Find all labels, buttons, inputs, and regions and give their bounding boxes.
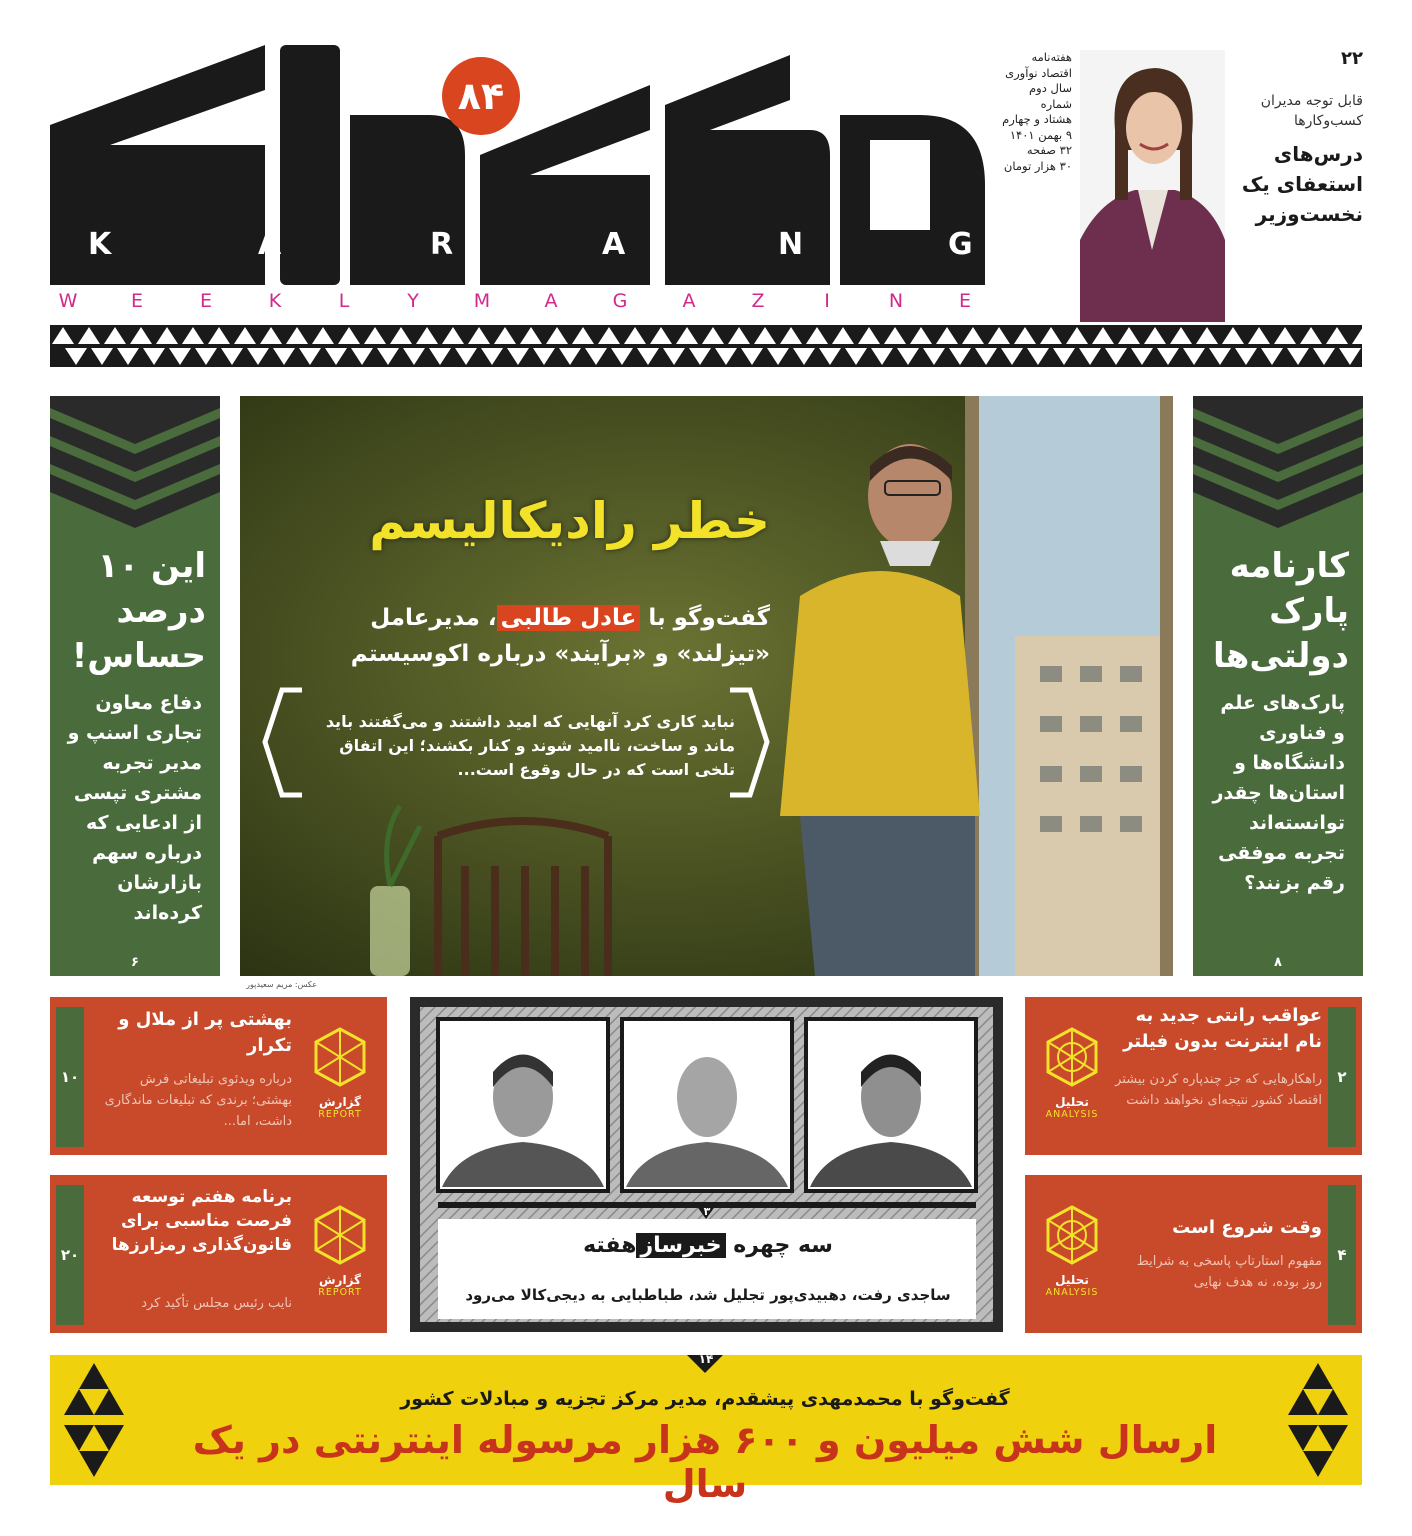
- page-number: ۲: [1328, 1007, 1356, 1147]
- issue-info-line: ۳۲ صفحه: [1026, 143, 1072, 157]
- badge-label-en: ANALYSIS: [1045, 1287, 1099, 1298]
- magazine-logo: [50, 45, 985, 285]
- issue-info-line: اقتصاد نوآوری: [1005, 65, 1072, 80]
- page-number: ۲۲: [1341, 48, 1363, 69]
- main-story-quote: نباید کاری کرد آنهایی که امید داشتند و می‌گفتند باید ماند و ساخت، ناامید شوند و کنار بکشند؛ این اتفاق تلخی است که در حال وقوع است...: [325, 712, 735, 779]
- triangle-pattern-band: [50, 325, 1362, 367]
- logo-letter: R: [430, 227, 454, 262]
- weekly-letter: A: [682, 290, 698, 312]
- weekly-letter: E: [130, 290, 145, 312]
- analysis-box[interactable]: [1025, 997, 1362, 1155]
- subtitle-line2: «تیزلند» و «برآیند» درباره اکوسیستم: [350, 641, 770, 667]
- interviewee-name: عادل طالبی: [497, 605, 641, 631]
- report-box[interactable]: [50, 997, 387, 1155]
- logo-letter: K: [88, 227, 112, 262]
- polyhedron-icon: [1042, 1205, 1102, 1265]
- weekly-letter: W: [58, 290, 80, 312]
- page-number: ۸: [1274, 955, 1282, 970]
- box-title: بهشتی پر از ملال و تکرار: [118, 1009, 292, 1056]
- box-body: مفهوم استارتاپ پاسخی به شرایط روز بوده، نه هدف نهایی: [1136, 1254, 1322, 1290]
- left-teaser-column[interactable]: [50, 396, 220, 976]
- polyhedron-icon: [1042, 1027, 1102, 1087]
- report-box[interactable]: [50, 1175, 387, 1333]
- issue-info-line: شماره: [1040, 96, 1072, 111]
- right-column-title: کارنامه پارک دولتی‌ها: [1213, 546, 1349, 676]
- chevron-pattern: [50, 396, 220, 536]
- triangle-pattern-right: [1288, 1363, 1348, 1477]
- page-number: ۶: [131, 955, 139, 970]
- polyhedron-icon: [310, 1205, 370, 1265]
- box-title: عواقب رانتی جدید به نام اینترنت بدون فیلتر: [1123, 1005, 1322, 1052]
- weekly-letter: K: [268, 290, 284, 312]
- issue-info-line: سال دوم: [1029, 81, 1072, 95]
- report-badge: [305, 1205, 375, 1299]
- right-teaser-column[interactable]: [1193, 396, 1363, 976]
- left-column-title: این ۱۰ درصد حساس!: [71, 546, 206, 676]
- report-badge: [305, 1027, 375, 1121]
- issue-info-line: ۹ بهمن ۱۴۰۱: [1009, 127, 1072, 142]
- right-column-body: پارک‌های علم و فناوری دانشگاه‌ها و استان‌ها چقدر توانسته‌اند تجربه موفقی رقم بزنند؟: [1212, 692, 1345, 894]
- page-number: ۴: [1328, 1185, 1356, 1325]
- issue-number-badge: ۸۴: [442, 57, 520, 135]
- badge-label-en: REPORT: [318, 1109, 362, 1120]
- box-title: برنامه هفتم توسعه فرصت مناسبی برای قانون‌گذاری رمزارزها: [111, 1187, 292, 1255]
- issue-info-line: هفته‌نامه: [1031, 50, 1072, 64]
- weekly-letter: Z: [751, 290, 767, 312]
- cover-portrait-photo: [1080, 50, 1225, 322]
- issue-info-line: هشتاد و چهارم: [1002, 112, 1072, 126]
- cover-story-teaser[interactable]: [1218, 48, 1363, 229]
- weekly-letter: I: [824, 290, 832, 312]
- main-story-subtitle: [250, 600, 770, 672]
- page-number: ۱۰: [56, 1007, 84, 1147]
- weekly-letter: Y: [407, 290, 421, 312]
- badge-label: تحلیل: [1055, 1095, 1089, 1109]
- faces-title-post: هفته: [583, 1233, 637, 1258]
- left-column-body: دفاع معاون تجاری اسنپ و مدیر تجربه مشتری تپسی از ادعایی که درباره سهم بازارشان کرده‌اند: [67, 692, 202, 924]
- issue-info: [990, 50, 1072, 174]
- triangle-pattern-left: [64, 1363, 124, 1477]
- weekly-letter: M: [473, 290, 493, 312]
- faces-title: [438, 1233, 978, 1258]
- weekly-magazine-label: [50, 290, 985, 320]
- box-body: نایب رئیس مجلس تأکید کرد: [141, 1296, 292, 1311]
- box-title: وقت شروع است: [1172, 1217, 1322, 1238]
- box-body: درباره ویدئوی تبلیغاتی فرش بهشتی؛ برندی که تبلیغات ماندگاری داشت، اما...: [104, 1072, 292, 1129]
- masthead: [50, 45, 985, 320]
- issue-info-line: ۳۰ هزار تومان: [1003, 158, 1072, 173]
- bottom-title: ارسال شش میلیون و ۶۰۰ هزار مرسوله اینترنتی در یک سال: [192, 1418, 1218, 1506]
- box-body: راهکارهایی که جز چندپاره کردن بیشتر اقتصاد کشور نتیجه‌ای نخواهند داشت: [1115, 1072, 1322, 1108]
- badge-label-en: REPORT: [318, 1287, 362, 1298]
- faces-title-highlight: خبرساز: [636, 1233, 725, 1258]
- subtitle-suffix: ، مدیرعامل: [370, 605, 497, 631]
- cover-kicker: قابل توجه مدیران کسب‌وکارها: [1260, 93, 1363, 129]
- badge-label: گزارش: [318, 1095, 362, 1109]
- badge-label: تحلیل: [1055, 1273, 1089, 1287]
- photo-credit: عکس: مریم سعیدپور: [246, 980, 317, 989]
- page-number: ۲۰: [56, 1185, 84, 1325]
- weekly-letter: E: [958, 290, 973, 312]
- analysis-badge: [1037, 1027, 1107, 1121]
- weekly-letter: E: [199, 290, 214, 312]
- weekly-letter: A: [544, 290, 560, 312]
- polyhedron-icon: [310, 1027, 370, 1087]
- main-story-title[interactable]: خطر رادیکالیسم: [369, 492, 770, 550]
- three-faces-panel[interactable]: [410, 997, 1003, 1332]
- faces-title-pre: سه چهره: [733, 1233, 833, 1258]
- analysis-box[interactable]: [1025, 1175, 1362, 1333]
- faces-subtitle: ساجدی رفت، دهبیدی‌پور تجلیل شد، طباطبایی به دیجی‌کالا می‌رود: [465, 1286, 951, 1304]
- page-number: ۱۴: [698, 1352, 714, 1366]
- page-number: ۳: [703, 1205, 711, 1218]
- badge-label-en: ANALYSIS: [1045, 1109, 1099, 1120]
- weekly-letter: G: [612, 290, 630, 312]
- weekly-letter: N: [888, 290, 906, 312]
- subtitle-prefix: گفت‌وگو با: [648, 605, 770, 631]
- bottom-subtitle: گفت‌وگو با محمدمهدی پیشقدم، مدیر مرکز تجزیه و مبادلات کشور: [400, 1388, 1010, 1410]
- logo-letter: G: [948, 227, 973, 262]
- weekly-letter: L: [338, 290, 352, 312]
- cover-headline: درس‌های استعفای یک نخست‌وزیر: [1241, 142, 1363, 226]
- logo-letter: N: [778, 227, 804, 262]
- analysis-badge: [1037, 1205, 1107, 1299]
- chevron-pattern: [1193, 396, 1363, 536]
- badge-label: گزارش: [318, 1273, 362, 1287]
- logo-letter: A: [602, 227, 626, 262]
- logo-letter: A: [258, 227, 282, 262]
